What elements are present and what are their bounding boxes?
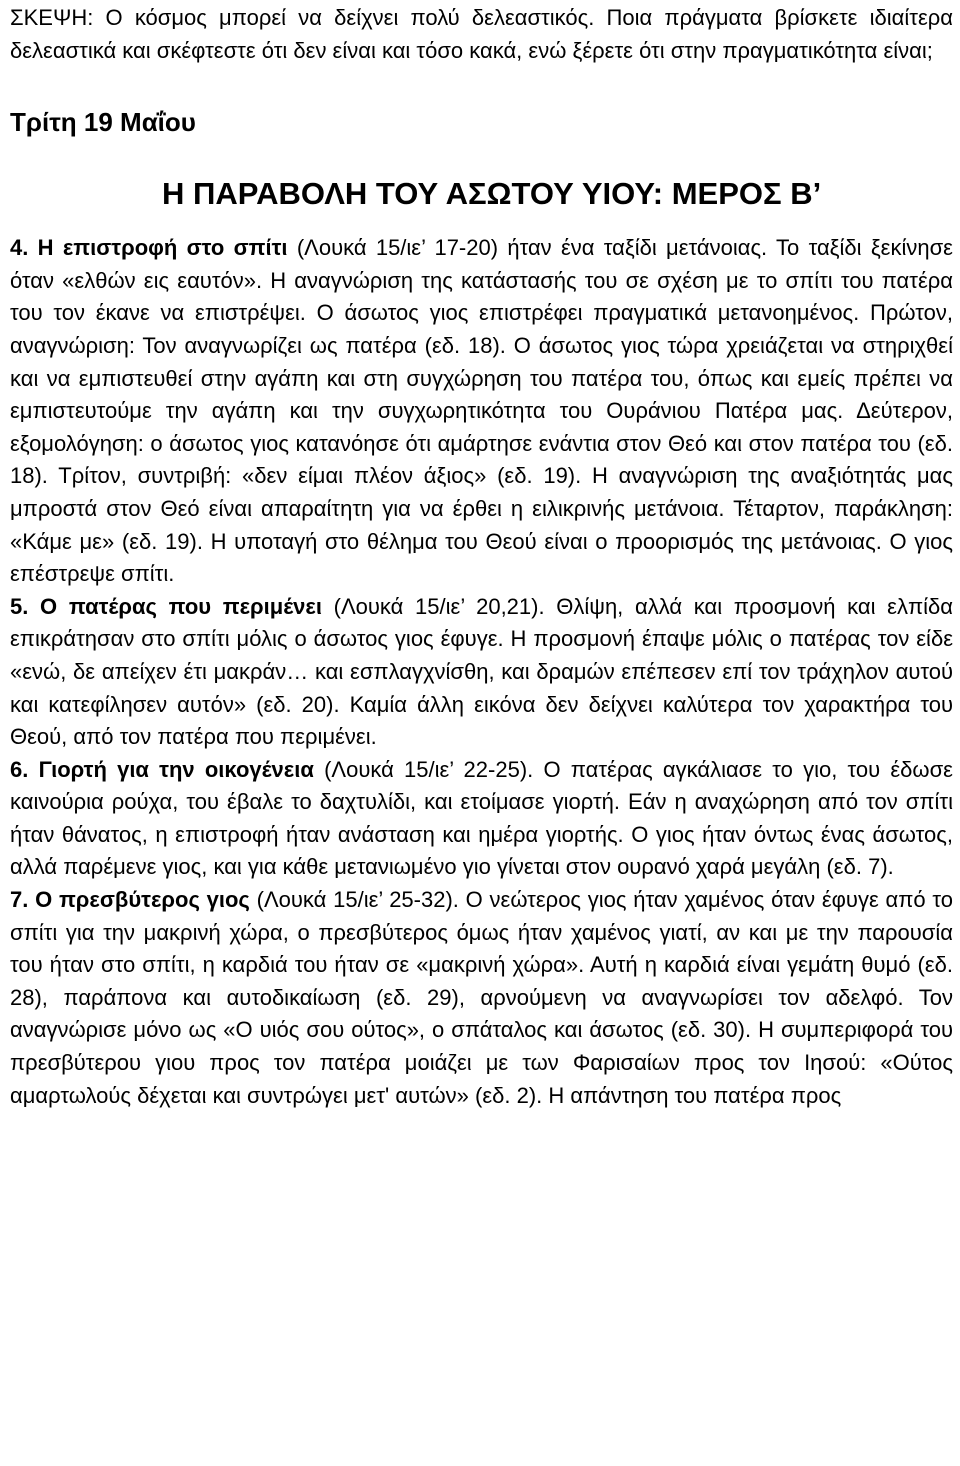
- section-heading-5: Ο πατέρας που περιμένει: [40, 593, 322, 619]
- lesson-title: Η ΠΑΡΑΒΟΛΗ ΤΟΥ ΑΣΩΤΟΥ ΥΙΟΥ: ΜΕΡΟΣ Β’: [162, 176, 822, 212]
- section-text-4: (Λουκά 15/ιε’ 17-20) ήταν ένα ταξίδι μετάνοιας. Το ταξίδι ξεκίνησε όταν «ελθών εις εαυτόν». Η αναγνώριση της κατάστασής του σε σχέση με το σπίτι του πατέρα του τον έκανε να επιστρέψει. Ο άσωτος γιος επιστρέφει πραγματικά μετανοημένος. Πρώτον, αναγνώριση: Τον αναγνωρίζει ως πατέρα (εδ. 18). Ο άσωτος γιος τώρα χρειάζεται να στηριχθεί και να εμπιστευθεί στην αγάπη και στη συγχώρηση του πατέρα του, όπως και εμείς πρέπει να εμπιστευτούμε την αγάπη και την συγχωρητικότητα του Ουράνιου Πατέρα μας. Δεύτερον, εξομολόγηση: ο άσωτος γιος κατανόησε ότι αμάρτησε ενάντια στον Θεό και στον πατέρα του (εδ. 18). Τρίτον, συντριβή: «δεν είμαι πλέον άξιος» (εδ. 19). Η αναγνώριση της αναξιότητάς μας μπροστά στον Θεό είναι απαραίτητη για να έρθει η ειλικρινής μετάνοια. Τέταρτον, παράκληση: «Κάμε με» (εδ. 19). Η υποταγή στο θέλημα του Θεού είναι ο προορισμός της μετάνοιας. Ο γιος επέστρεψε σπίτι.: [10, 235, 953, 587]
- section-paragraph-7: [10, 884, 953, 1112]
- section-heading-6: Γιορτή για την οικογένεια: [38, 756, 314, 782]
- lesson-date: Τρίτη 19 Μαΐου: [10, 107, 196, 138]
- section-text-6: (Λουκά 15/ιε’ 22-25). Ο πατέρας αγκάλιασε το γιο, του έδωσε καινούρια ρούχα, του έβαλε το δαχτυλίδι, και ετοίμασε γιορτή. Εάν η αναχώρηση από τον σπίτι ήταν θάνατος, η επιστροφή ήταν ανάσταση και ημέρα γιορτής. Ο γιος ήταν όντως ένας άσωτος, αλλά παρέμενε γιος, και για κάθε μετανιωμένο γιο γίνεται στον ουρανό χαρά μεγάλη (εδ. 7).: [10, 756, 953, 880]
- section-paragraph-5: [10, 591, 953, 754]
- section-heading-7: Ο πρεσβύτερος γιος: [35, 887, 250, 913]
- reflection-paragraph: ΣΚΕΨΗ: Ο κόσμος μπορεί να δείχνει πολύ δελεαστικός. Ποια πράγματα βρίσκετε ιδιαίτερα δελεαστικά και σκέφτεστε ότι δεν είναι και τόσο κακά, ενώ ξέρετε ότι στην πραγματικότητα είναι;: [10, 5, 953, 63]
- section-number-6: 6.: [10, 756, 29, 782]
- section-paragraph-6: [10, 754, 953, 884]
- section-paragraph-4: [10, 232, 953, 591]
- section-number-4: 4.: [10, 235, 29, 261]
- section-text-5: (Λουκά 15/ιε’ 20,21). Θλίψη, αλλά και προσμονή και ελπίδα επικράτησαν στο σπίτι μόλις ο άσωτος γιος έφυγε. Η προσμονή έπαψε μόλις ο πατέρας τον είδε «ενώ, δε απείχεν έτι μακράν… και εσπλαγχνίσθη, και δραμών επέπεσεν επί τον τράχηλον αυτού και κατεφίλησεν αυτόν» (εδ. 20). Καμία άλλη εικόνα δεν δείχνει καλύτερα τον χαρακτήρα του Θεού, από τον πατέρα που περιμένει.: [10, 593, 953, 750]
- section-heading-4: Η επιστροφή στο σπίτι: [37, 235, 288, 261]
- section-text-7: (Λουκά 15/ιε’ 25-32). Ο νεώτερος γιος ήταν χαμένος όταν έφυγε από το σπίτι για την μακρινή χώρα, ο πρεσβύτερος όμως ήταν χαμένος γιατί, αν και με την παρουσία του ήταν στο σπίτι, η καρδιά του ήταν σε «μακρινή χώρα». Αυτή η καρδιά είναι γεμάτη θυμό (εδ. 28), παράπονα και αυτοδικαίωση (εδ. 29), αρνούμενη να αναγνωρίσει τον αδελφό. Τον αναγνώρισε μόνο ως «Ο υιός σου ούτος», ο σπάταλος και άσωτος (εδ. 30). Η συμπεριφορά του πρεσβύτερου γιου προς τον πατέρα μοιάζει με των Φαρισαίων προς τον Ιησού: «Ούτος αμαρτωλούς δέχεται και συντρώγει μετ' αυτών» (εδ. 2). Η απάντηση του πατέρα προς: [10, 887, 953, 1108]
- section-number-7: 7.: [10, 887, 29, 913]
- section-number-5: 5.: [10, 593, 29, 619]
